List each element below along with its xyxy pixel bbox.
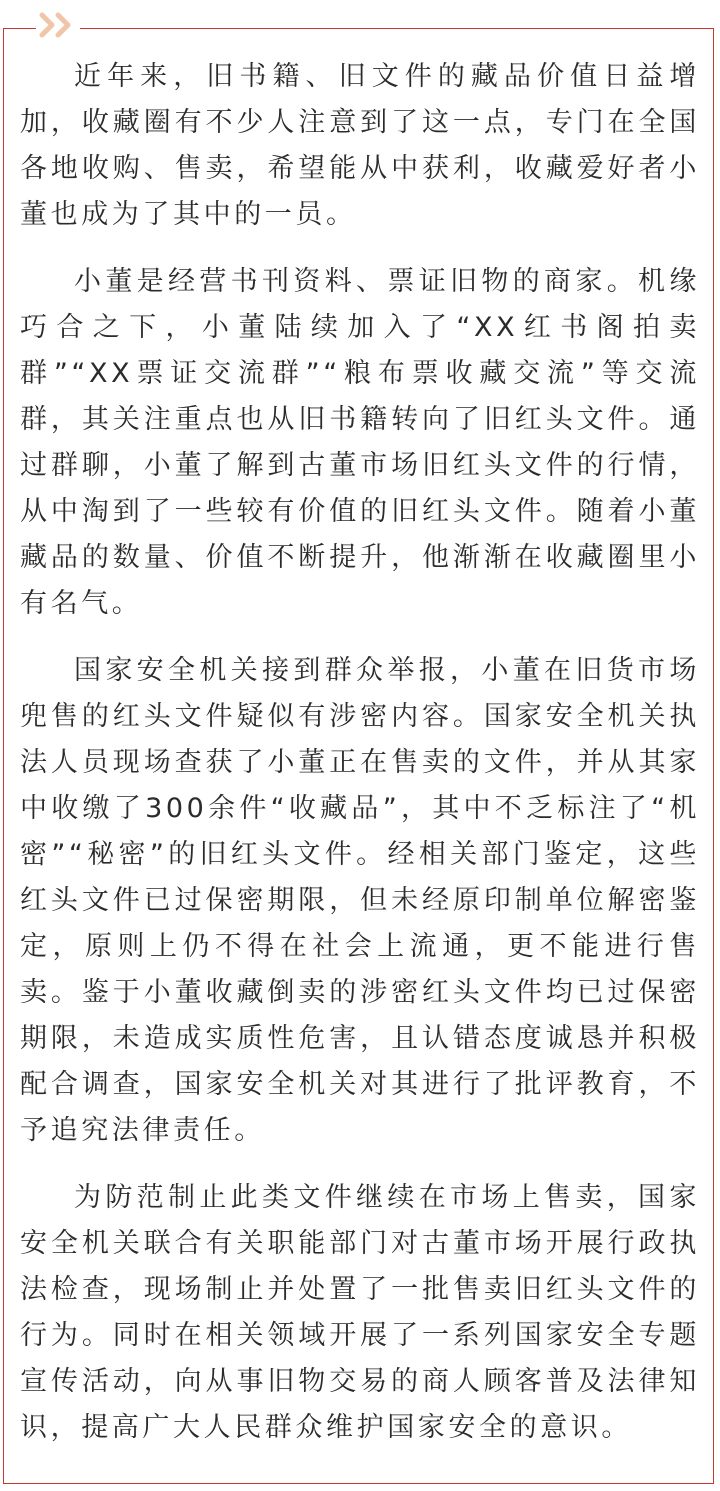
article-paragraph: 近年来，旧书籍、旧文件的藏品价值日益增加，收藏圈有不少人注意到了这一点，专门在全国各地收购、售卖，希望能从中获利，收藏爱好者小董也成为了其中的一员。 (20, 61, 700, 230)
double-chevron-right-icon (36, 12, 80, 38)
article-paragraph: 小董是经营书刊资料、票证旧物的商家。机缘巧合之下，小董陆续加入了“XX红书阁拍卖群”“XX票证交流群”“粮布票收藏交流”等交流群，其关注重点也从旧书籍转向了旧红头文件。通过群聊，小董了解到古董市场旧红头文件的行情，从中淘到了一些较有价值的旧红头文件。随着小董藏品的数量、价值不断提升，他渐渐在收藏圈里小有名气。 (20, 266, 700, 619)
article-paragraph: 为防范制止此类文件继续在市场上售卖，国家安全机关联合有关职能部门对古董市场开展行政执法检查，现场制止并处置了一批售卖旧红头文件的行为。同时在相关领域开展了一系列国家安全专题宣传活动，向从事旧物交易的商人顾客普及法律知识，提高广大人民群众维护国家安全的意识。 (20, 1182, 700, 1443)
article-paragraph: 国家安全机关接到群众举报，小董在旧货市场兜售的红头文件疑似有涉密内容。国家安全机关执法人员现场查获了小董正在售卖的文件，并从其家中收缴了300余件“收藏品”，其中不乏标注了“机密”“秘密”的旧红头文件。经相关部门鉴定，这些红头文件已过保密期限，但未经原印制单位解密鉴定，原则上仍不得在社会上流通，更不能进行售卖。鉴于小董收藏倒卖的涉密红头文件均已过保密期限，未造成实质性危害，且认错态度诚恳并积极配合调查，国家安全机关对其进行了批评教育，不予追究法律责任。 (20, 655, 700, 1146)
article-body (20, 54, 700, 1472)
